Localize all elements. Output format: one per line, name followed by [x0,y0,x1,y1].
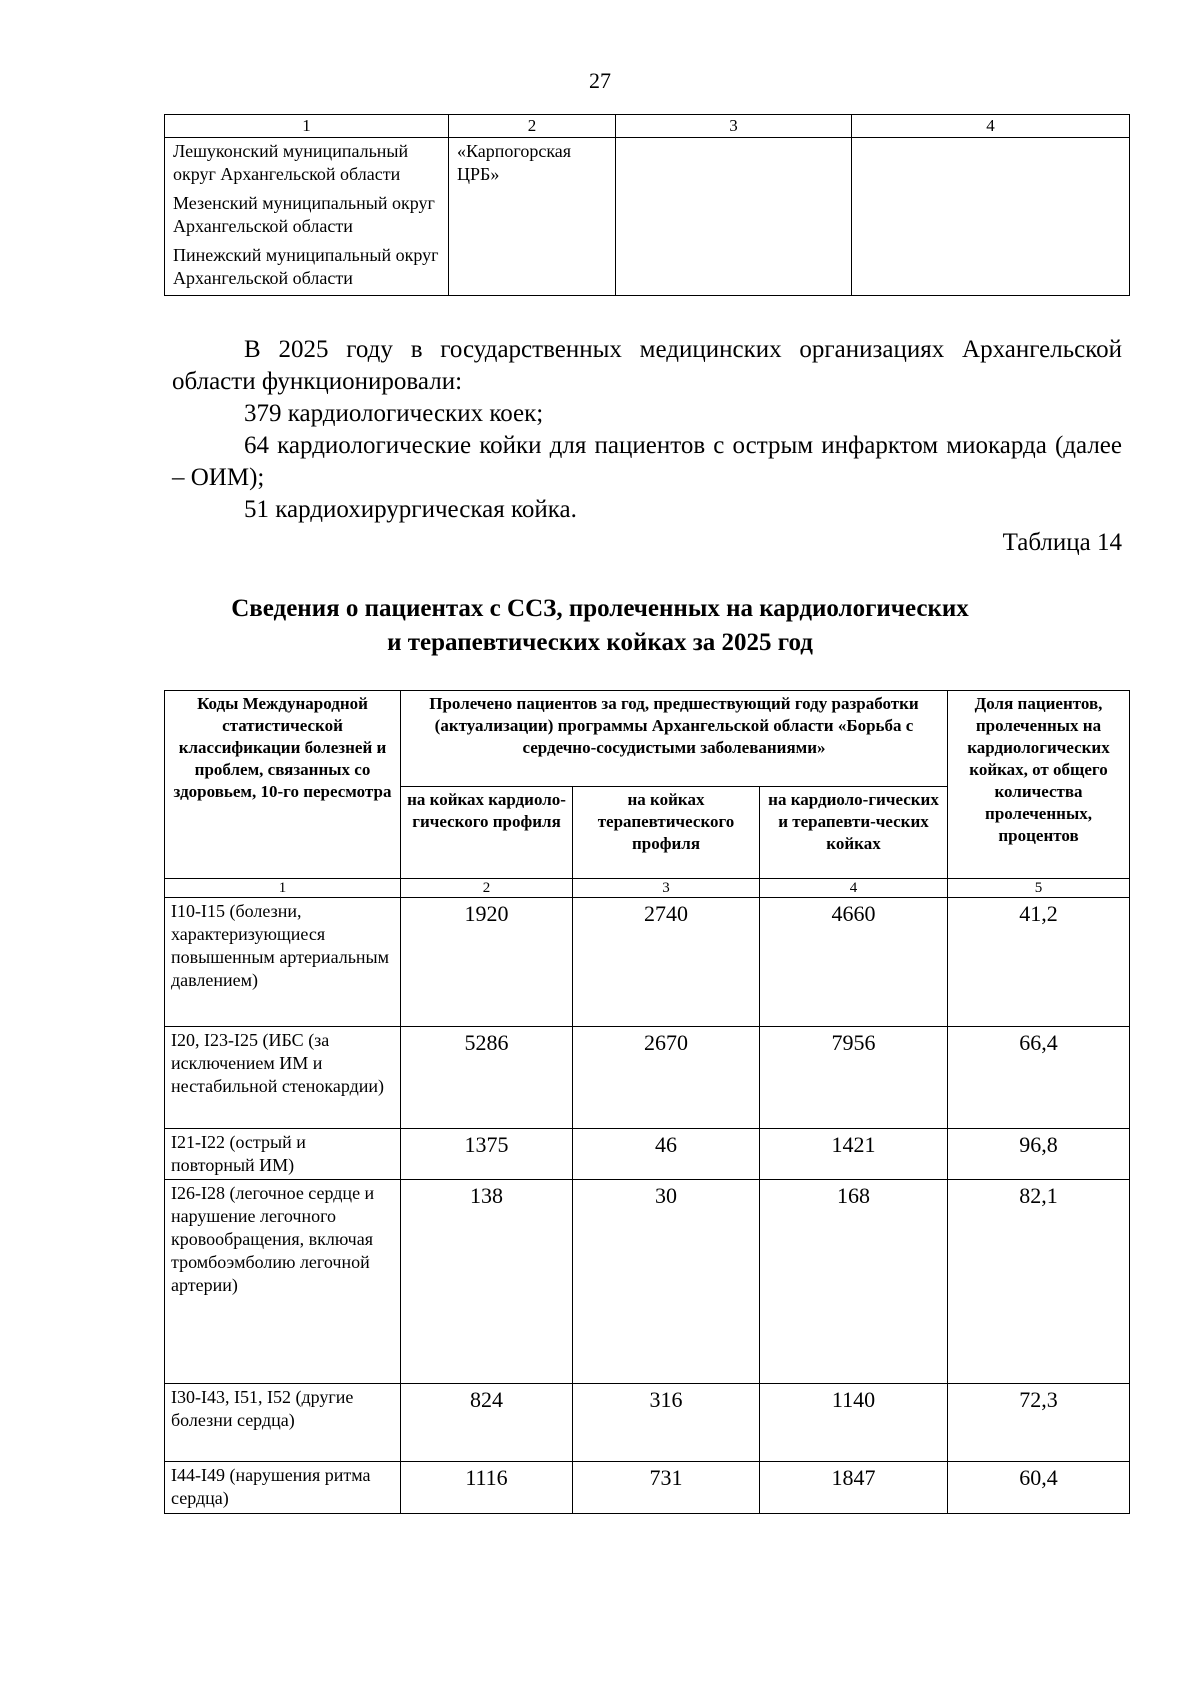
column-numbers-row [165,879,1130,898]
cardio-count: 5286 [401,1027,573,1129]
page-number: 27 [589,68,611,93]
total-count: 4660 [760,898,948,1027]
icd-code: I21-I22 (острый и повторный ИМ) [165,1129,401,1180]
column-number: 4 [760,879,948,898]
therapy-count: 46 [573,1129,760,1180]
column-number: 4 [852,115,1130,138]
patients-table [164,690,1130,1514]
cardio-share: 72,3 [948,1384,1130,1462]
therapy-count: 316 [573,1384,760,1462]
districts-table [164,114,1130,296]
column-number: 2 [401,879,573,898]
icd-code: I10-I15 (болезни, характеризующиеся повышенным артериальным давлением) [165,898,401,1027]
cardio-share: 60,4 [948,1462,1130,1514]
column-number: 5 [948,879,1130,898]
cardio-share: 82,1 [948,1180,1130,1384]
table-row [165,1129,1130,1180]
table-title-line: и терапевтических койках за 2025 год [387,629,813,656]
table-label: Таблица 14 [1002,529,1122,556]
therapy-count: 731 [573,1462,760,1514]
header-treated-group: Пролечено пациентов за год, предшествующий году разработки (актуализации) программы Архангельской области «Борьба с сердечно-сосудистыми заболеваниями» [401,691,948,787]
paragraph: В 2025 году в государственных медицинских организациях Архангельской области функционировали: [172,336,1122,395]
table-row [165,898,1130,1027]
total-count: 1847 [760,1462,948,1514]
therapy-count: 30 [573,1180,760,1384]
column-number: 1 [165,115,449,138]
district-list [165,138,449,296]
cardio-count: 1375 [401,1129,573,1180]
organization-name: «Карпогорская ЦРБ» [449,138,616,296]
table-row [165,1027,1130,1129]
column-number: 3 [573,879,760,898]
header-row [165,691,1130,787]
table-title-line: Сведения о пациентах с ССЗ, пролеченных на кардиологических [231,595,969,622]
cardio-count: 824 [401,1384,573,1462]
therapy-count: 2740 [573,898,760,1027]
district-name: Лешуконский муниципальный округ Архангельской области [173,141,409,184]
table-row [165,1180,1130,1384]
icd-code: I26-I28 (легочное сердце и нарушение легочного кровообращения, включая тромбоэмболию легочной артерии) [165,1180,401,1384]
column-number: 3 [616,115,852,138]
table-row [165,1462,1130,1514]
cardio-share: 66,4 [948,1027,1130,1129]
cardio-count: 1920 [401,898,573,1027]
column-number: 2 [449,115,616,138]
table-row [165,138,1130,296]
column-number: 1 [165,879,401,898]
cardio-count: 138 [401,1180,573,1384]
header-cardio: на койках кардиоло-гического профиля [401,787,573,879]
districts-table-header [165,115,1130,138]
cardio-share: 96,8 [948,1129,1130,1180]
icd-code: I20, I23-I25 (ИБС (за исключением ИМ и нестабильной стенокардии) [165,1027,401,1129]
therapy-count: 2670 [573,1027,760,1129]
header-codes: Коды Международной статистической классификации болезней и проблем, связанных со здоровьем, 10-го пересмотра [165,691,401,879]
district-name: Пинежский муниципальный округ Архангельской области [173,245,439,288]
empty-cell [616,138,852,296]
cardio-share: 41,2 [948,898,1130,1027]
total-count: 1140 [760,1384,948,1462]
paragraph: 64 кардиологические койки для пациентов с острым инфарктом миокарда (далее – ОИМ); [172,432,1122,491]
header-total: на кардиоло-гических и терапевти-ческих койках [760,787,948,879]
header-share: Доля пациентов, пролеченных на кардиологических койках, от общего количества пролеченных, процентов [948,691,1130,879]
header-therapy: на койках терапевтического профиля [573,787,760,879]
empty-cell [852,138,1130,296]
total-count: 168 [760,1180,948,1384]
table-row [165,1384,1130,1462]
cardio-count: 1116 [401,1462,573,1514]
table-title [0,592,1200,660]
icd-code: I30-I43, I51, I52 (другие болезни сердца) [165,1384,401,1462]
total-count: 7956 [760,1027,948,1129]
district-name: Мезенский муниципальный округ Архангельской области [173,193,435,236]
paragraph: 379 кардиологических коек; [244,400,544,427]
icd-code: I44-I49 (нарушения ритма сердца) [165,1462,401,1514]
total-count: 1421 [760,1129,948,1180]
paragraph: 51 кардиохирургическая койка. [244,496,577,523]
